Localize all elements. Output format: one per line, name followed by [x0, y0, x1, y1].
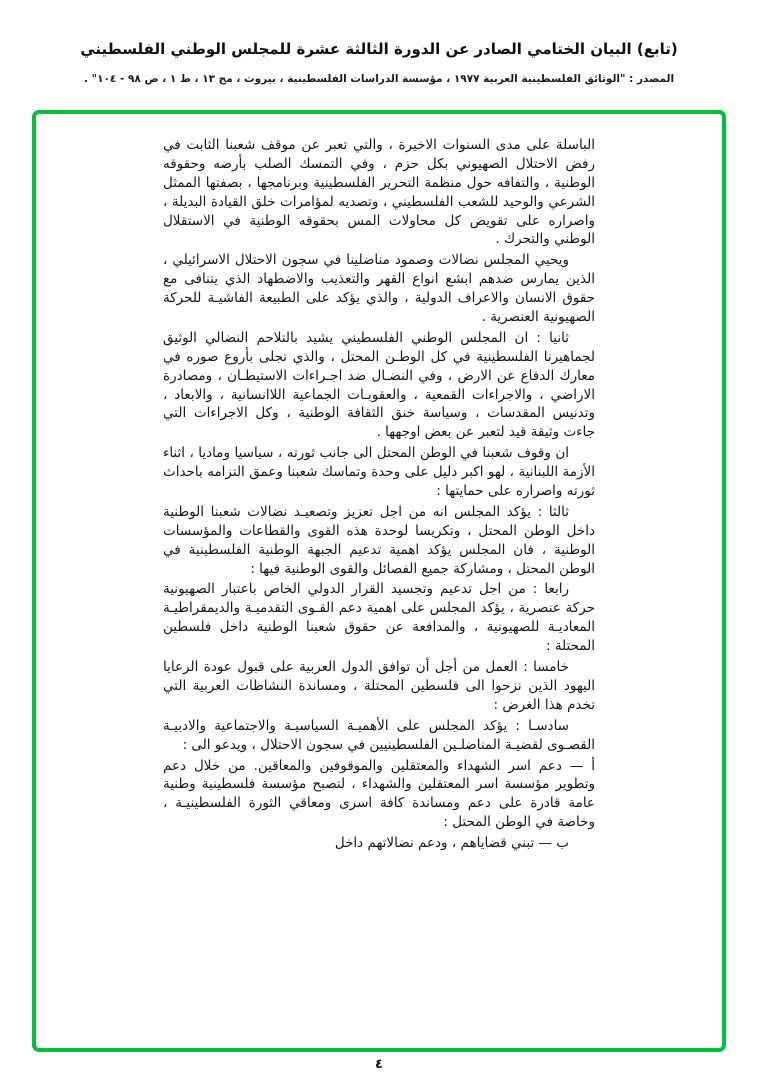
- body-paragraph: ان وقوف شعبنا في الوطن المحتل الى جانب ثورته ، سياسيا وماديا ، اثناء الأزمة اللبنانية ، لهو اكبر دليل على وحدة وتماسك شعبنا وعمق التزامه باحداث ثورته واصراره على حمايتها :: [163, 445, 595, 500]
- document-text: [163, 136, 595, 853]
- page-title: (تابع) البيان الختامي الصادر عن الدورة الثالثة عشرة للمجلس الوطني الفلسطيني: [80, 40, 678, 58]
- body-paragraph: سادسـا : يؤكد المجلس على الأهميـة السياسيـة والاجتماعية والادبيـة القصـوى لقضيـة المناضلـين الفلسطينيين في سجون الاحتلال ، ويدعو الى :: [163, 717, 595, 753]
- body-paragraph: أ — دعم اسر الشهداء والمعتقلين والموقوفين والمعاقين. من خلال دعم وتطوير مؤسسة اسر المعتقلين والشهداء ، لتصبح مؤسسة فلسطينية وطنية عامة قادرة على دعم ومساندة كافة اسرى ومعاقي الثورة الفلسطينيـة ، وخاصة في الوطن المحتل :: [163, 757, 595, 831]
- document-frame: [32, 110, 726, 1052]
- body-paragraph: ويحيي المجلس نضالات وصمود مناضلينا في سجون الاحتلال الاسرائيلي ، الذين يمارس ضدهم ابشع انواع القهر والتعذيب والاضطهاد الذي يتنافى مع حقوق الانسان والاعراف الدولية ، والذي يؤكد على الطبيعة الفاشيـة للحركة الصهيونية العنصرية .: [163, 252, 595, 326]
- body-paragraph: ثانيا : ان المجلس الوطني الفلسطيني يشيد بالتلاحم النضالي الوثيق لجماهيرنا الفلسطينية في كل الوطـن المحتل ، والذي تجلى بأروع صوره في معارك الدفاع عن الارض ، وفي النضـال ضد اجـراءات الاستيطـان ، ومصادرة الاراضي ، والاجراءات القمعية ، والعقوبـات الجماعية اللاانسانية ، والابعاد ، وتدنيس المقدسات ، وسياسة خنق الثقافة الوطنية ، وكل الاجراءات التي جاءت وثيقة قيد لتعبر عن بعض اوجهها .: [163, 329, 595, 441]
- body-paragraph: الباسلة على مدى السنوات الاخيرة ، والتي تعبر عن موقف شعبنا الثابت في رفض الاحتلال الصهيوني بكل حزم ، وفي التمسك الصلب بأرضه وحقوقه الوطنية ، والتفافه حول منظمة التحرير الفلسطينية وبرنامجها ، بصفتها الممثل الشرعي والوحيد للشعب الفلسطيني ، وتصديه لمؤامرات خلق القيادة البديلة ، واصراره على تقويض كل محاولات المس بحقوقه الوطنية في الاستقلال الوطني والتحرك .: [163, 137, 595, 248]
- source-line: المصدر : "الوثائق الفلسطينية العربية ١٩٧٧ ، مؤسسة الدراسات الفلسطينية ، بيروت ، مج ١٣ ، ط ١ ، ص ٩٨ - ١٠٤" .: [83, 73, 675, 85]
- body-paragraph: رابعا : من اجل تدعيم وتجسيد القرار الدولي الخاص باعتبار الصهيونية حركة عنصرية ، يؤكد المجلس على اهمية دعم القـوى التقدميـة والديمقراطيـة المعاديـة للصهيونية ، والمدافعة عن حقوق شعبنا الوطنية داخل فلسطين المحتلة :: [163, 581, 595, 655]
- body-paragraph: ب — تبني قضاياهم ، ودعم نضالاتهم داخل: [334, 835, 569, 852]
- body-paragraph: ثالثا : يؤكد المجلس انه من اجل تعزيز وتصعيـد نضالات شعبنا الوطنية داخل الوطن المحتل ، وتكريسا لوحدة هذه القوى والقطاعات والمؤسسات الوطنية ، فان المجلس يؤكد اهمية تدعيم الجبهة الوطنية الفلسطينية في الوطن المحتل ، ومشاركة جميع الفصائل والقوى الوطنية فيها :: [163, 503, 595, 577]
- page-number: ٤: [375, 1057, 383, 1072]
- body-paragraph: خامسا : العمل من أجل أن توافق الدول العربية على قبول عودة الرعايا اليهود الذين نزحوا الى فلسطين المحتلة ، ومساندة النشاطات العربية التي تخدم هذا الغرض :: [163, 659, 595, 713]
